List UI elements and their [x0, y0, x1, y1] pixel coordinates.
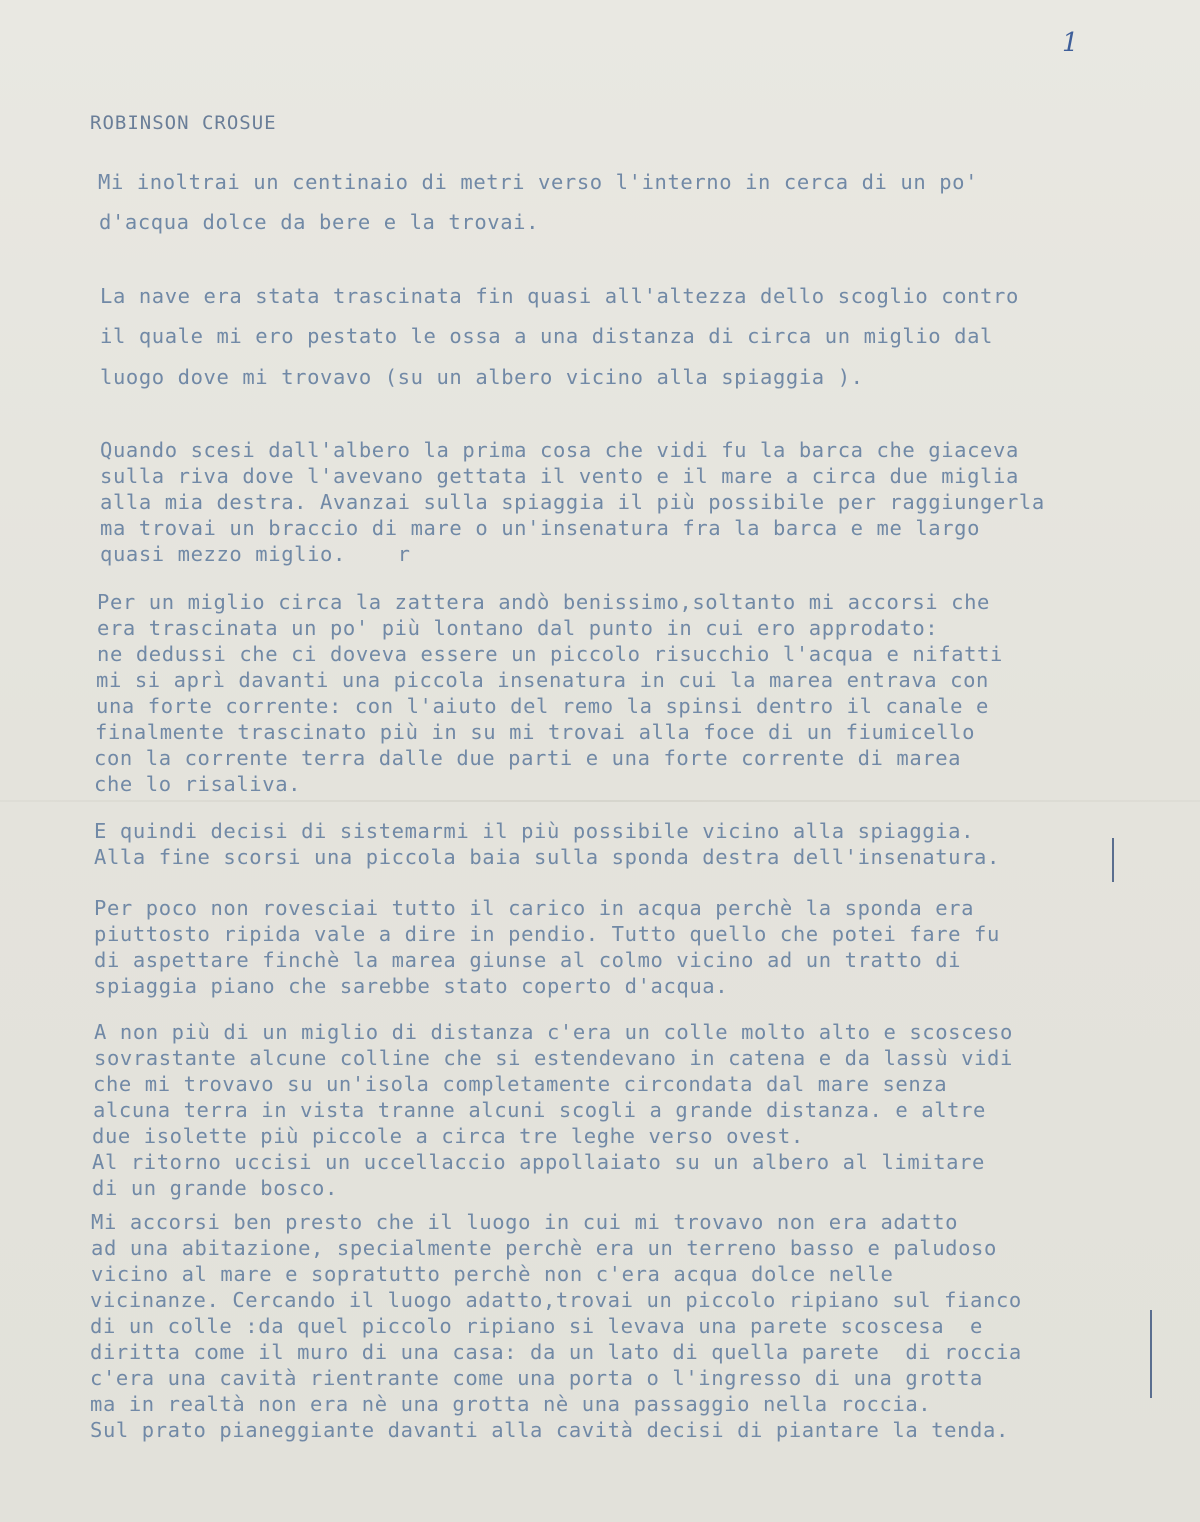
- text-line: due isolette più piccole a circa tre leghe verso ovest.: [92, 1124, 804, 1148]
- text-line: E quindi decisi di sistemarmi il più possibile vicino alla spiaggia.: [94, 819, 975, 843]
- text-line: sovrastante alcune colline che si estendevano in catena e da lassù vidi: [94, 1046, 1013, 1070]
- margin-pencil-mark: [1150, 1310, 1152, 1398]
- text-line: Per poco non rovesciai tutto il carico in acqua perchè la sponda era: [94, 896, 975, 920]
- paper-fold-line: [0, 800, 1200, 802]
- text-line: sulla riva dove l'avevano gettata il vento e il mare a circa due miglia: [100, 464, 1019, 488]
- text-line: era trascinata un po' più lontano dal punto in cui ero approdato:: [97, 616, 939, 640]
- text-line: con la corrente terra dalle due parti e una forte corrente di marea: [94, 746, 962, 770]
- text-line: mi si aprì davanti una piccola insenatura in cui la marea entrava con: [96, 668, 990, 692]
- text-line: Quando scesi dall'albero la prima cosa che vidi fu la barca che giaceva: [100, 438, 1019, 462]
- text-line: alcuna terra in vista tranne alcuni scogli a grande distanza. e altre: [93, 1098, 987, 1122]
- document-title: ROBINSON CROSUE: [90, 112, 277, 134]
- text-line: vicino al mare e sopratutto perchè non c'era acqua dolce nelle: [91, 1262, 894, 1286]
- text-line: una forte corrente: con l'aiuto del remo la spinsi dentro il canale e: [96, 694, 990, 718]
- text-line: quasi mezzo miglio. r: [100, 542, 411, 566]
- text-line: c'era una cavità rientrante come una porta o l'ingresso di una grotta: [90, 1366, 984, 1390]
- margin-pencil-mark: [1112, 838, 1114, 882]
- text-line: Mi inoltrai un centinaio di metri verso l'interno in cerca di un po': [98, 170, 979, 194]
- text-line: Sul prato pianeggiante davanti alla cavità decisi di piantare la tenda.: [90, 1418, 1009, 1442]
- text-line: che lo risaliva.: [94, 772, 302, 796]
- text-line: Per un miglio circa la zattera andò benissimo,soltanto mi accorsi che: [97, 590, 991, 614]
- text-line: Mi accorsi ben presto che il luogo in cui mi trovavo non era adatto: [91, 1210, 959, 1234]
- text-line: finalmente trascinato più in su mi trovai alla foce di un fiumicello: [95, 720, 976, 744]
- text-line: Alla fine scorsi una piccola baia sulla sponda destra dell'insenatura.: [94, 845, 1000, 869]
- text-line: ad una abitazione, specialmente perchè era un terreno basso e paludoso: [91, 1236, 997, 1260]
- text-line: Al ritorno uccisi un uccellaccio appollaiato su un albero al limitare: [92, 1150, 986, 1174]
- text-line: piuttosto ripida vale a dire in pendio. Tutto quello che potei fare fu: [94, 922, 1000, 946]
- text-line: d'acqua dolce da bere e la trovai.: [99, 210, 540, 234]
- text-line: ma in realtà non era nè una grotta nè una passaggio nella roccia.: [90, 1392, 932, 1416]
- text-line: spiaggia piano che sarebbe stato coperto d'acqua.: [94, 974, 729, 998]
- page-number: 1: [1062, 28, 1079, 58]
- text-line: di un colle :da quel piccolo ripiano si levava una parete scoscesa e: [90, 1314, 984, 1338]
- text-line: ne dedussi che ci doveva essere un piccolo risucchio l'acqua e nifatti: [97, 642, 1003, 666]
- text-line: vicinanze. Cercando il luogo adatto,trovai un piccolo ripiano sul fianco: [90, 1288, 1022, 1312]
- text-line: ma trovai un braccio di mare o un'insenatura fra la barca e me largo: [100, 516, 981, 540]
- text-line: di aspettare finchè la marea giunse al colmo vicino ad un tratto di: [94, 948, 962, 972]
- text-line: che mi trovavo su un'isola completamente circondata dal mare senza: [93, 1072, 948, 1096]
- text-line: diritta come il muro di una casa: da un lato di quella parete di roccia: [90, 1340, 1022, 1364]
- text-line: A non più di un miglio di distanza c'era un colle molto alto e scosceso: [94, 1020, 1013, 1044]
- text-line: il quale mi ero pestato le ossa a una distanza di circa un miglio dal: [100, 324, 994, 348]
- text-line: La nave era stata trascinata fin quasi all'altezza dello scoglio contro: [100, 284, 1019, 308]
- text-line: alla mia destra. Avanzai sulla spiaggia il più possibile per raggiungerla: [100, 490, 1045, 514]
- text-line: luogo dove mi trovavo (su un albero vicino alla spiaggia ).: [100, 365, 864, 389]
- text-line: di un grande bosco.: [92, 1176, 338, 1200]
